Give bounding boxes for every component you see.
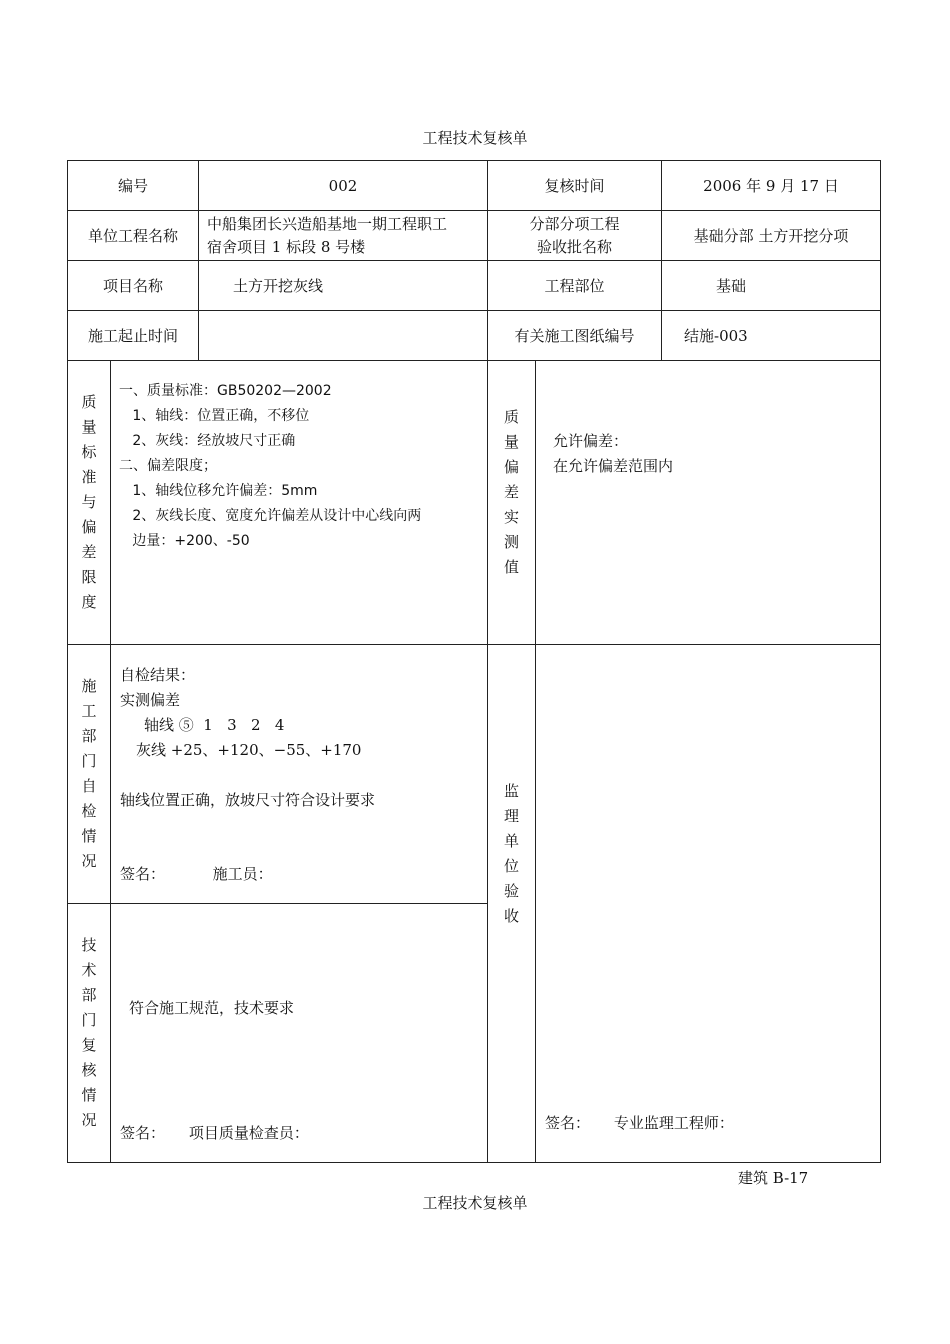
measured-deviation-label: 质 量 偏 差 实 测 值 [487, 360, 536, 645]
tech-review-label: 技 术 部 门 复 核 情 况 [67, 903, 111, 1163]
number-value: 002 [198, 160, 488, 211]
sub-project-value: 基础分部 土方开挖分项 [661, 210, 881, 261]
measured-deviation-content: 允许偏差： 在允许偏差范围内 [535, 360, 881, 645]
form-title-bottom: 工程技术复核单 [422, 1194, 528, 1212]
form-title: 工程技术复核单 [422, 129, 528, 147]
tech-review-content: 符合施工规范，技术要求 签名： 项目质量检查员： [110, 903, 488, 1163]
project-part-value: 基础 [661, 260, 881, 311]
item-name-value: 土方开挖灰线 [198, 260, 488, 311]
sub-project-label-line1: 分部分项工程 [529, 215, 620, 233]
review-form-table [68, 161, 881, 1164]
self-check-label: 施 工 部 门 自 检 情 况 [67, 644, 111, 904]
self-check-content: 自检结果： 实测偏差 轴线 ⑤ 1 3 2 4 灰线 +25、+120、−55、+170 轴线位置正确，放坡尺寸符合设计要求 签名： 施工员： [110, 644, 488, 904]
review-time-label: 复核时间 [487, 160, 662, 211]
unit-project-label: 单位工程名称 [67, 210, 199, 261]
quality-standard-content: 一、质量标准：GB50202—2002 1、轴线：位置正确，不移位 2、灰线：经放坡尺寸正确 二、偏差限度； 1、轴线位移允许偏差：5mm 2、灰线长度、宽度允许偏差从设计中心线向两 边量：+200、-50 [110, 360, 488, 645]
item-name-label: 项目名称 [67, 260, 199, 311]
supervision-signature: 签名： 专业监理工程师： [545, 1114, 734, 1132]
unit-project-value-line1: 中船集团长兴造船基地一期工程职工 [207, 215, 448, 233]
construction-period-value [198, 310, 488, 361]
quality-standard-label: 质 量 标 准 与 偏 差 限 度 [67, 360, 111, 645]
supervision-content [535, 644, 881, 1163]
sub-project-label-line2: 验收批名称 [536, 238, 612, 256]
drawing-number-value: 结施-003 [661, 310, 881, 361]
drawing-number-label: 有关施工图纸编号 [487, 310, 662, 361]
unit-project-value-line2: 宿舍项目 1 标段 8 号楼 [207, 238, 366, 256]
unit-project-value [198, 210, 488, 261]
supervision-label: 监 理 单 位 验 收 [487, 644, 536, 1163]
form-code: 建筑 B-17 [738, 1169, 809, 1187]
self-check-signature: 签名： 施工员： [120, 865, 273, 883]
project-part-label: 工程部位 [487, 260, 662, 311]
sub-project-label [487, 210, 662, 261]
review-time-value: 2006 年 9 月 17 日 [661, 160, 881, 211]
construction-period-label: 施工起止时间 [67, 310, 199, 361]
tech-review-signature: 签名： 项目质量检查员： [120, 1124, 309, 1142]
number-label: 编号 [67, 160, 199, 211]
